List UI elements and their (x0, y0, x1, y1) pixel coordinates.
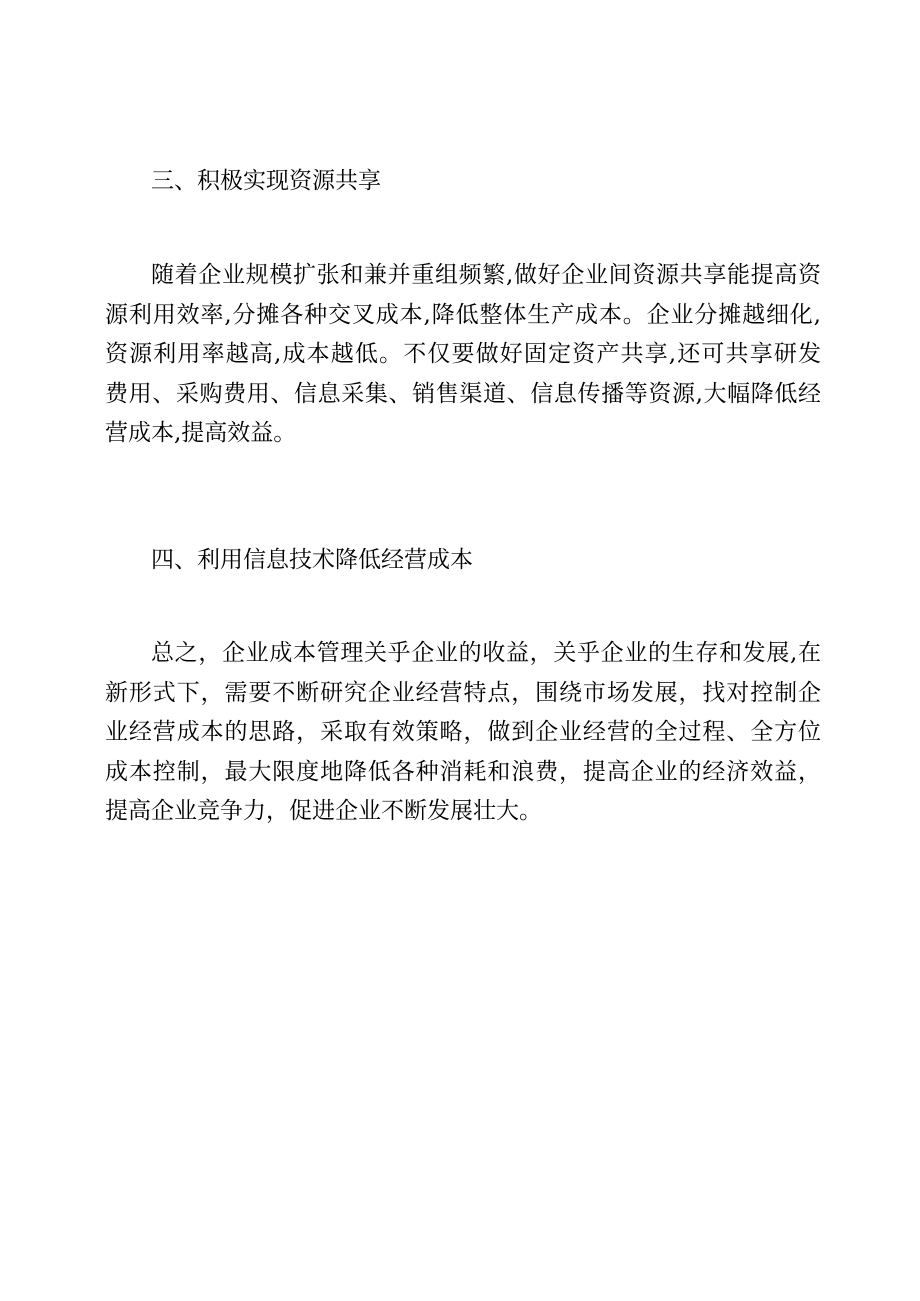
paragraph-line: 总之，企业成本管理关乎企业的收益，关乎企业的生存和发展,在 (151, 640, 821, 666)
paragraph-line: 源利用效率,分摊各种交叉成本,降低整体生产成本。企业分摊越细化, (105, 301, 821, 328)
paragraph-resource-sharing (105, 256, 821, 454)
paragraph-line: 资源利用率越高,成本越低。不仅要做好固定资产共享,还可共享研发 (105, 341, 821, 367)
paragraph-line: 随着企业规模扩张和兼并重组频繁,做好企业间资源共享能提高资 (151, 262, 821, 288)
paragraph-line: 提高企业竞争力，促进企业不断发展壮大。 (105, 798, 542, 824)
paragraph-line: 成本控制，最大限度地降低各种消耗和浪费，提高企业的经济效益， (105, 758, 821, 785)
paragraph-conclusion (105, 634, 821, 832)
paragraph-line: 业经营成本的思路，采取有效策略，做到企业经营的全过程、全方位 (105, 719, 821, 745)
section-heading-resource-sharing: 三、积极实现资源共享 (151, 168, 381, 194)
paragraph-line: 费用、采购费用、信息采集、销售渠道、信息传播等资源,大幅降低经 (105, 380, 821, 407)
paragraph-line: 新形式下，需要不断研究企业经营特点，围绕市场发展，找对控制企 (105, 679, 821, 706)
section-heading-information-technology: 四、利用信息技术降低经营成本 (151, 547, 473, 573)
paragraph-line: 营成本,提高效益。 (105, 420, 297, 446)
